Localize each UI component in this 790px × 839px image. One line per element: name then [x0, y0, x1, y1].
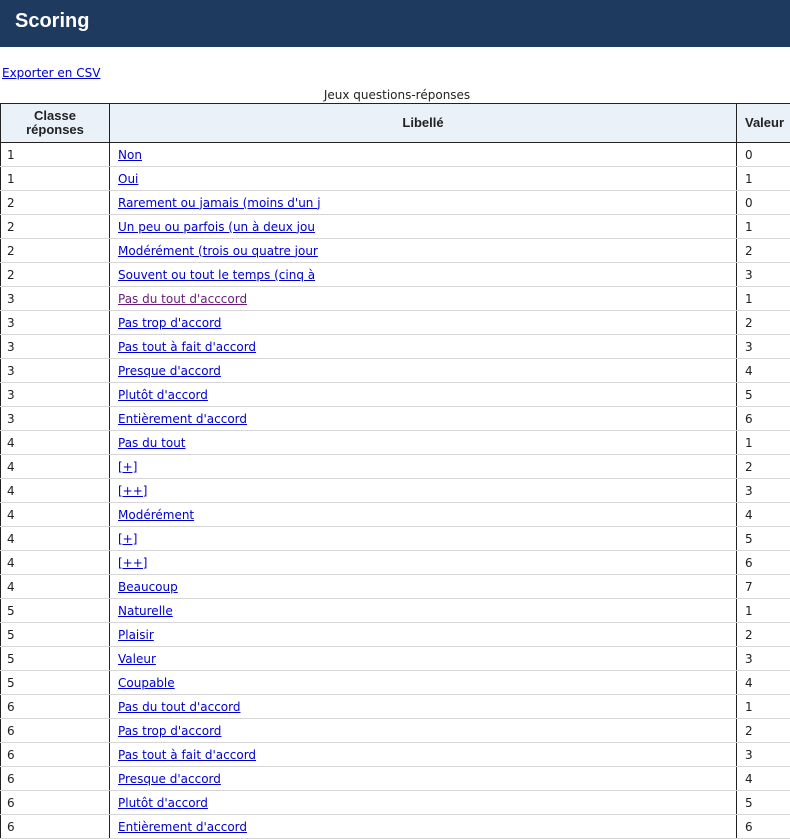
table-row: [1, 623, 790, 647]
valeur-cell: 5: [737, 791, 790, 815]
libelle-cell: [110, 599, 737, 623]
table-row: [1, 575, 790, 599]
classe-cell: 3: [1, 359, 110, 383]
classe-cell: 2: [1, 239, 110, 263]
table-row: [1, 191, 790, 215]
classe-cell: 4: [1, 503, 110, 527]
classe-cell: 2: [1, 191, 110, 215]
table-row: [1, 167, 790, 191]
classe-cell: 6: [1, 767, 110, 791]
classe-cell: 6: [1, 695, 110, 719]
valeur-cell: 6: [737, 815, 790, 839]
libelle-cell: [110, 407, 737, 431]
libelle-cell: [110, 191, 737, 215]
table-row: [1, 527, 790, 551]
valeur-cell: 3: [737, 263, 790, 287]
table-row: [1, 359, 790, 383]
export-csv-link[interactable]: Exporter en CSV: [2, 66, 101, 80]
valeur-cell: 1: [737, 287, 790, 311]
libelle-cell: [110, 167, 737, 191]
libelle-link[interactable]: Beaucoup: [118, 579, 178, 594]
table-row: [1, 311, 790, 335]
libelle-cell: [110, 695, 737, 719]
classe-cell: 4: [1, 527, 110, 551]
libelle-cell: [110, 431, 737, 455]
table-row: [1, 695, 790, 719]
valeur-cell: 5: [737, 383, 790, 407]
libelle-link[interactable]: Entièrement d'accord: [118, 411, 248, 426]
libelle-link[interactable]: Pas trop d'accord: [118, 315, 222, 330]
valeur-cell: 2: [737, 455, 790, 479]
valeur-cell: 5: [737, 527, 790, 551]
libelle-link[interactable]: Presque d'accord: [118, 771, 221, 786]
classe-cell: 5: [1, 647, 110, 671]
libelle-link[interactable]: Presque d'accord: [118, 363, 221, 378]
table-row: [1, 407, 790, 431]
valeur-cell: 1: [737, 599, 790, 623]
libelle-cell: [110, 335, 737, 359]
table-row: [1, 743, 790, 767]
classe-cell: 1: [1, 143, 110, 167]
libelle-cell: [110, 647, 737, 671]
classe-cell: 5: [1, 599, 110, 623]
libelle-link[interactable]: Modérément (trois ou quatre jour: [118, 243, 318, 258]
libelle-link[interactable]: Rarement ou jamais (moins d'un j: [118, 195, 321, 210]
libelle-cell: [110, 815, 737, 839]
libelle-link[interactable]: Coupable: [118, 675, 175, 690]
classe-cell: 1: [1, 167, 110, 191]
valeur-cell: 4: [737, 359, 790, 383]
classe-cell: 6: [1, 719, 110, 743]
table-row: [1, 767, 790, 791]
valeur-cell: 4: [737, 767, 790, 791]
table-caption: Jeux questions-réponses: [323, 88, 471, 102]
libelle-link[interactable]: [+]: [118, 459, 138, 474]
classe-cell: 5: [1, 671, 110, 695]
libelle-cell: [110, 671, 737, 695]
table-row: [1, 431, 790, 455]
classe-cell: 3: [1, 383, 110, 407]
libelle-cell: [110, 311, 737, 335]
libelle-cell: [110, 503, 737, 527]
libelle-cell: [110, 743, 737, 767]
table-row: [1, 551, 790, 575]
libelle-link[interactable]: [++]: [118, 555, 148, 570]
table-row: [1, 239, 790, 263]
libelle-cell: [110, 239, 737, 263]
valeur-cell: 1: [737, 167, 790, 191]
valeur-cell: 4: [737, 503, 790, 527]
valeur-cell: 1: [737, 695, 790, 719]
libelle-cell: [110, 719, 737, 743]
libelle-link[interactable]: Pas tout à fait d'accord: [118, 339, 257, 354]
libelle-link[interactable]: Pas du tout d'accord: [118, 699, 241, 714]
libelle-cell: [110, 575, 737, 599]
valeur-cell: 6: [737, 407, 790, 431]
valeur-cell: 7: [737, 575, 790, 599]
libelle-link[interactable]: Pas tout à fait d'accord: [118, 747, 257, 762]
column-header-libelle[interactable]: Libellé: [110, 104, 737, 143]
table-row: [1, 671, 790, 695]
classe-cell: 4: [1, 575, 110, 599]
classe-cell: 6: [1, 815, 110, 839]
libelle-cell: [110, 791, 737, 815]
libelle-cell: [110, 527, 737, 551]
column-header-classe[interactable]: Classe réponses: [1, 104, 110, 143]
classe-cell: 2: [1, 263, 110, 287]
valeur-cell: 3: [737, 647, 790, 671]
classe-cell: 4: [1, 431, 110, 455]
libelle-link[interactable]: Plutôt d'accord: [118, 795, 208, 810]
libelle-link[interactable]: [+]: [118, 531, 138, 546]
classe-cell: 5: [1, 623, 110, 647]
table-row: [1, 815, 790, 839]
classe-cell: 2: [1, 215, 110, 239]
libelle-cell: [110, 359, 737, 383]
table-row: [1, 335, 790, 359]
classe-cell: 3: [1, 287, 110, 311]
libelle-cell: [110, 479, 737, 503]
page-title: Scoring: [0, 0, 790, 47]
table-row: [1, 647, 790, 671]
classe-cell: 3: [1, 311, 110, 335]
valeur-cell: 0: [737, 143, 790, 167]
libelle-cell: [110, 767, 737, 791]
classe-cell: 6: [1, 791, 110, 815]
libelle-cell: [110, 287, 737, 311]
classe-cell: 6: [1, 743, 110, 767]
valeur-cell: 2: [737, 623, 790, 647]
table-row: [1, 479, 790, 503]
table-header-row: [1, 104, 790, 143]
libelle-cell: [110, 263, 737, 287]
libelle-cell: [110, 215, 737, 239]
table-row: [1, 599, 790, 623]
valeur-cell: 6: [737, 551, 790, 575]
column-header-valeur[interactable]: Valeur: [737, 104, 790, 143]
libelle-link[interactable]: Naturelle: [118, 603, 173, 618]
libelle-link[interactable]: Plutôt d'accord: [118, 387, 208, 402]
libelle-link[interactable]: Entièrement d'accord: [118, 819, 248, 834]
table-row: [1, 455, 790, 479]
libelle-cell: [110, 623, 737, 647]
classe-cell: 4: [1, 479, 110, 503]
valeur-cell: 2: [737, 239, 790, 263]
table-row: [1, 503, 790, 527]
libelle-cell: [110, 455, 737, 479]
libelle-link[interactable]: Valeur: [118, 651, 156, 666]
valeur-cell: 2: [737, 719, 790, 743]
table-row: [1, 791, 790, 815]
libelle-cell: [110, 383, 737, 407]
libelle-link[interactable]: Pas du tout d'acccord: [118, 291, 248, 306]
valeur-cell: 3: [737, 743, 790, 767]
libelle-link[interactable]: Oui: [118, 171, 139, 186]
classe-cell: 3: [1, 407, 110, 431]
valeur-cell: 1: [737, 215, 790, 239]
libelle-cell: [110, 551, 737, 575]
classe-cell: 3: [1, 335, 110, 359]
classe-cell: 4: [1, 455, 110, 479]
libelle-link[interactable]: Un peu ou parfois (un à deux jou: [118, 219, 315, 234]
valeur-cell: 3: [737, 335, 790, 359]
valeur-cell: 2: [737, 311, 790, 335]
valeur-cell: 1: [737, 431, 790, 455]
table-row: [1, 383, 790, 407]
table-body: [1, 143, 790, 839]
libelle-link[interactable]: Pas du tout: [118, 435, 186, 450]
table-row: [1, 263, 790, 287]
libelle-link[interactable]: Souvent ou tout le temps (cinq à: [118, 267, 316, 282]
valeur-cell: 0: [737, 191, 790, 215]
libelle-link[interactable]: Non: [118, 147, 142, 162]
valeur-cell: 4: [737, 671, 790, 695]
table-row: [1, 215, 790, 239]
libelle-link[interactable]: [++]: [118, 483, 148, 498]
libelle-link[interactable]: Modérément: [118, 507, 195, 522]
libelle-link[interactable]: Pas trop d'accord: [118, 723, 222, 738]
table-row: [1, 287, 790, 311]
table-row: [1, 143, 790, 167]
valeur-cell: 3: [737, 479, 790, 503]
libelle-link[interactable]: Plaisir: [118, 627, 154, 642]
scoring-table: [0, 103, 790, 839]
classe-cell: 4: [1, 551, 110, 575]
libelle-cell: [110, 143, 737, 167]
table-row: [1, 719, 790, 743]
